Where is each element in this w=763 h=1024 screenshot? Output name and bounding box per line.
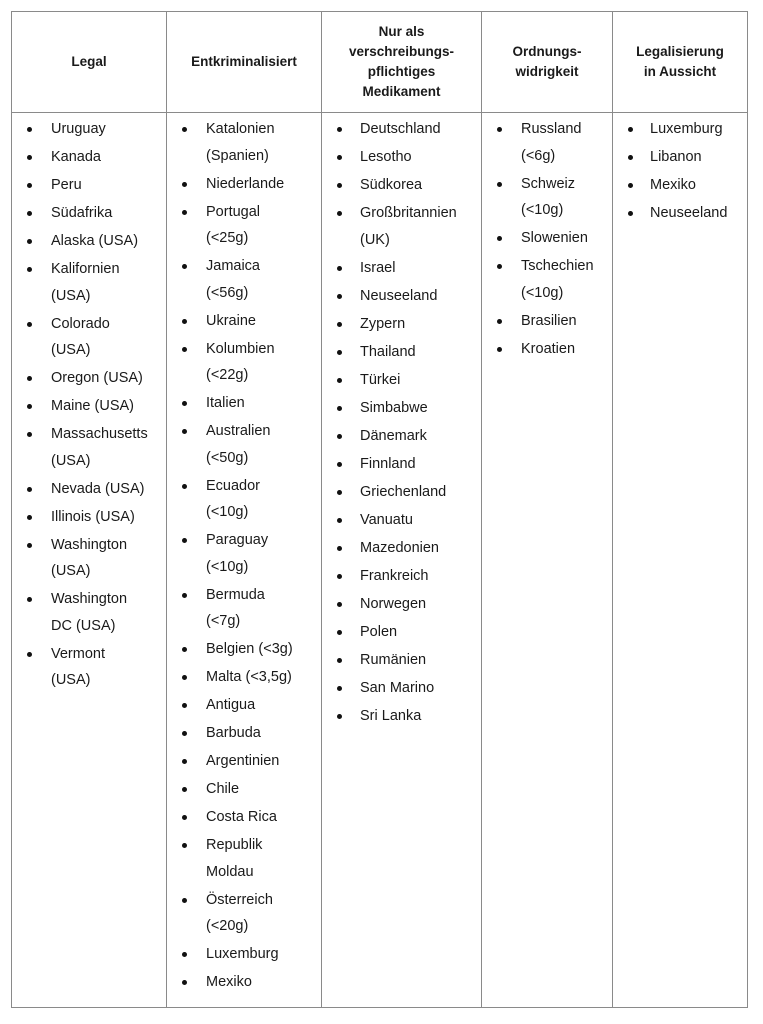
header-misdemeanor [482,12,613,112]
list-item: Paraguay (<10g) [167,527,321,580]
list-item: Neuseeland [613,200,747,227]
list-item: San Marino [322,675,481,702]
list-item: Antigua [167,692,321,719]
list-item: Malta (<3,5g) [167,664,321,691]
list-item: Colorado (USA) [12,311,166,364]
column-legal [12,113,167,1007]
list-item: Vanuatu [322,507,481,534]
list-item: Peru [12,172,166,199]
list-item: Niederlande [167,171,321,198]
list-item: Ukraine [167,308,321,335]
list-item: Tschechien (<10g) [482,253,612,306]
header-prospect-label: Legalisierung in Aussicht [636,44,724,79]
header-legal [12,12,167,112]
list-item: Maine (USA) [12,393,166,420]
list-item: Österreich (<20g) [167,887,321,940]
list-item: Polen [322,619,481,646]
list-item: Mexiko [613,172,747,199]
list-item: Republik Moldau [167,832,321,885]
list-prescription [322,116,481,729]
list-item: Brasilien [482,308,612,335]
list-decriminalized [167,116,321,996]
list-item: Thailand [322,339,481,366]
list-item: Kroatien [482,336,612,363]
list-item: Illinois (USA) [12,504,166,531]
column-prospect [613,113,747,1007]
list-item: Portugal (<25g) [167,199,321,252]
list-item: Neuseeland [322,283,481,310]
list-item: Zypern [322,311,481,338]
list-prospect [613,116,747,227]
list-item: Argentinien [167,748,321,775]
body-row [12,113,747,1007]
list-item: Chile [167,776,321,803]
header-row [12,12,747,113]
header-prescription-label: Nur als verschreibungs- pflichtiges Medikament [348,24,455,99]
list-item: Lesotho [322,144,481,171]
list-item: Oregon (USA) [12,365,166,392]
list-item: Griechenland [322,479,481,506]
list-item: Luxemburg [613,116,747,143]
list-item: Ecuador (<10g) [167,473,321,526]
header-prescription [322,12,482,112]
list-legal [12,116,166,694]
list-item: Australien (<50g) [167,418,321,471]
header-decriminalized [167,12,322,112]
list-item: Dänemark [322,423,481,450]
list-item: Deutschland [322,116,481,143]
list-item: Massachusetts (USA) [12,421,166,474]
header-prospect [613,12,747,112]
list-item: Schweiz (<10g) [482,171,612,224]
list-item: Südkorea [322,172,481,199]
legal-status-table [11,11,748,1008]
list-item: Washington (USA) [12,532,166,585]
header-decriminalized-label: Entkriminalisiert [191,54,297,69]
list-item: Bermuda (<7g) [167,582,321,635]
list-item: Kanada [12,144,166,171]
list-item: Großbritannien (UK) [322,200,481,253]
list-item: Kolumbien (<22g) [167,336,321,389]
list-item: Nevada (USA) [12,476,166,503]
list-item: Norwegen [322,591,481,618]
list-misdemeanor [482,116,612,362]
list-item: Frankreich [322,563,481,590]
list-item: Israel [322,255,481,282]
list-item: Kalifornien (USA) [12,256,166,309]
list-item: Türkei [322,367,481,394]
list-item: Sri Lanka [322,703,481,730]
list-item: Barbuda [167,720,321,747]
column-decriminalized [167,113,322,1007]
header-misdemeanor-label: Ordnungs- widrigkeit [512,44,582,79]
list-item: Katalonien (Spanien) [167,116,321,169]
column-prescription [322,113,482,1007]
column-misdemeanor [482,113,613,1007]
list-item: Italien [167,390,321,417]
list-item: Simbabwe [322,395,481,422]
list-item: Südafrika [12,200,166,227]
list-item: Rumänien [322,647,481,674]
header-legal-label: Legal [71,54,107,69]
list-item: Luxemburg [167,941,321,968]
list-item: Russland (<6g) [482,116,612,169]
list-item: Costa Rica [167,804,321,831]
list-item: Alaska (USA) [12,228,166,255]
list-item: Washington DC (USA) [12,586,166,639]
list-item: Finnland [322,451,481,478]
list-item: Belgien (<3g) [167,636,321,663]
list-item: Uruguay [12,116,166,143]
list-item: Jamaica (<56g) [167,253,321,306]
list-item: Mexiko [167,969,321,996]
list-item: Vermont (USA) [12,641,166,694]
list-item: Mazedonien [322,535,481,562]
list-item: Slowenien [482,225,612,252]
list-item: Libanon [613,144,747,171]
